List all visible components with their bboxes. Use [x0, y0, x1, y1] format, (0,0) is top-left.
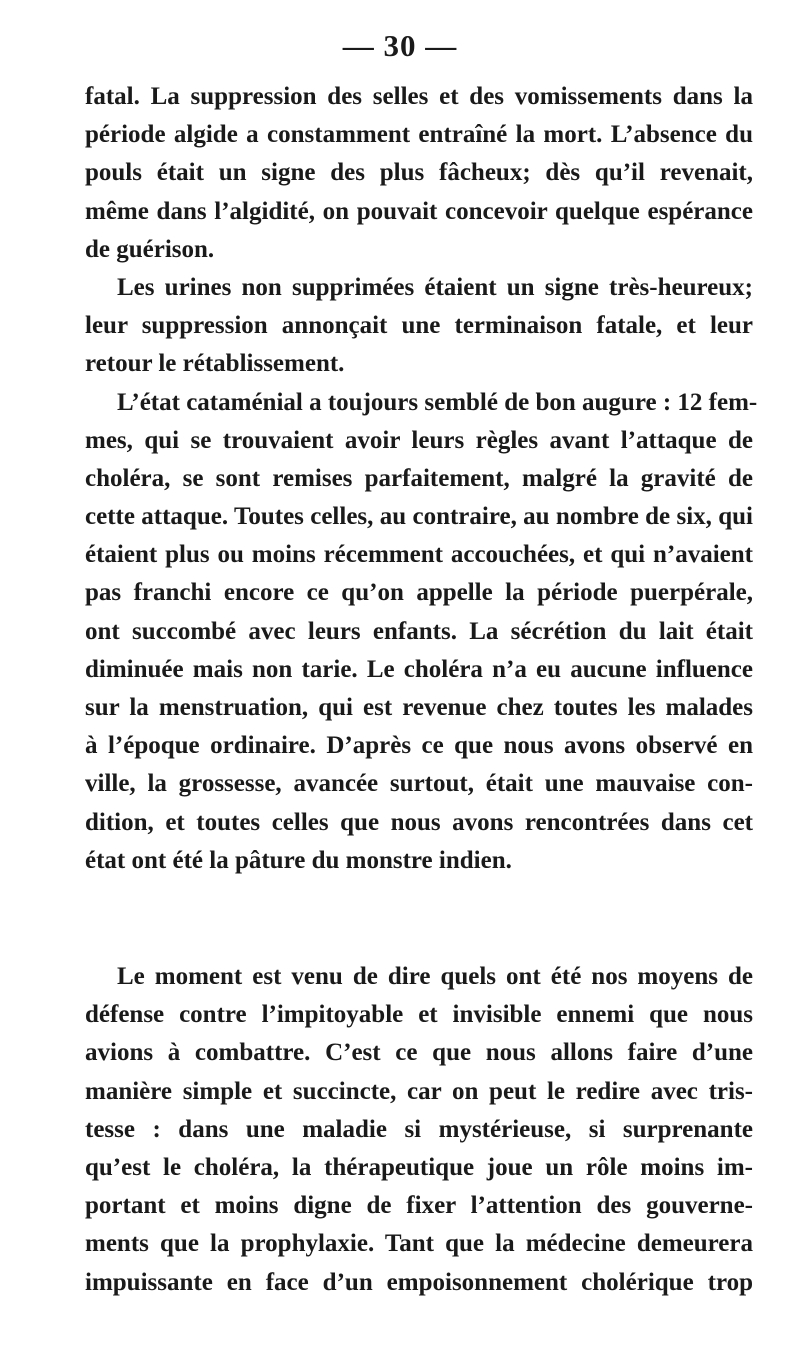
text-line: impuissante en face d’un empoisonnement cholérique trop — [85, 1268, 753, 1296]
text-line: retour le rétablissement. — [85, 350, 345, 378]
text-line: à l’époque ordinaire. D’après ce que nous avons observé en — [85, 732, 753, 760]
text-block-upper — [85, 78, 758, 880]
text-line: de guérison. — [85, 235, 215, 263]
paragraph-1 — [85, 78, 753, 269]
text-line: ments que la prophylaxie. Tant que la médecine demeurera — [85, 1230, 753, 1258]
page-number: — 30 — — [342, 28, 458, 63]
paragraph-4 — [85, 958, 753, 1302]
text-line: dition, et toutes celles que nous avons rencontrées dans cet — [85, 808, 753, 836]
paragraph-3 — [85, 384, 758, 880]
text-line: portant et moins digne de fixer l’attention des gouverne- — [85, 1192, 753, 1220]
text-line: leur suppression annonçait une terminaison fatale, et leur — [85, 312, 753, 340]
text-block-lower — [85, 958, 753, 1302]
text-line: sur la menstruation, qui est revenue chez toutes les malades — [85, 694, 753, 721]
text-line: défense contre l’impitoyable et invisible ennemi que nous — [85, 1001, 753, 1029]
text-line: période algide a constamment entraîné la mort. L’absence du — [85, 121, 753, 149]
text-line: avions à combattre. C’est ce que nous allons faire d’une — [85, 1039, 753, 1067]
text-line: ont succombé avec leurs enfants. La sécrétion du lait était — [85, 617, 753, 645]
text-line: tesse : dans une maladie si mystérieuse, si surprenante — [85, 1115, 753, 1143]
text-line: fatal. La suppression des selles et des vomissements dans la — [85, 83, 753, 110]
paragraph-2 — [85, 269, 753, 384]
text-line: pouls était un signe des plus fâcheux; dès qu’il revenait, — [85, 159, 753, 187]
text-line: Le moment est venu de dire quels ont été nos moyens de — [117, 963, 753, 990]
text-line: étaient plus ou moins récemment accouchées, et qui n’avaient — [85, 541, 753, 569]
text-line: L’état cataménial a toujours semblé de bon augure : 12 fem- — [117, 388, 758, 416]
text-line: même dans l’algidité, on pouvait concevoir quelque espérance — [85, 197, 753, 225]
text-line: Les urines non supprimées étaient un signe très-heureux; — [117, 273, 753, 301]
text-line: mes, qui se trouvaient avoir leurs règles avant l’attaque de — [85, 426, 753, 454]
text-line: cette attaque. Toutes celles, au contraire, au nombre de six, qui — [85, 503, 753, 531]
text-line: état ont été la pâture du monstre indien. — [85, 846, 512, 874]
text-line: diminuée mais non tarie. Le choléra n’a eu aucune influence — [85, 655, 753, 683]
text-line: manière simple et succincte, car on peut le redire avec tris- — [85, 1077, 753, 1105]
text-line: ville, la grossesse, avancée surtout, était une mauvaise con- — [85, 770, 753, 798]
text-line: pas franchi encore ce qu’on appelle la période puerpérale, — [85, 579, 753, 607]
text-line: qu’est le choléra, la thérapeutique joue un rôle moins im- — [85, 1153, 753, 1181]
text-line: choléra, se sont remises parfaitement, malgré la gravité de — [85, 464, 753, 492]
